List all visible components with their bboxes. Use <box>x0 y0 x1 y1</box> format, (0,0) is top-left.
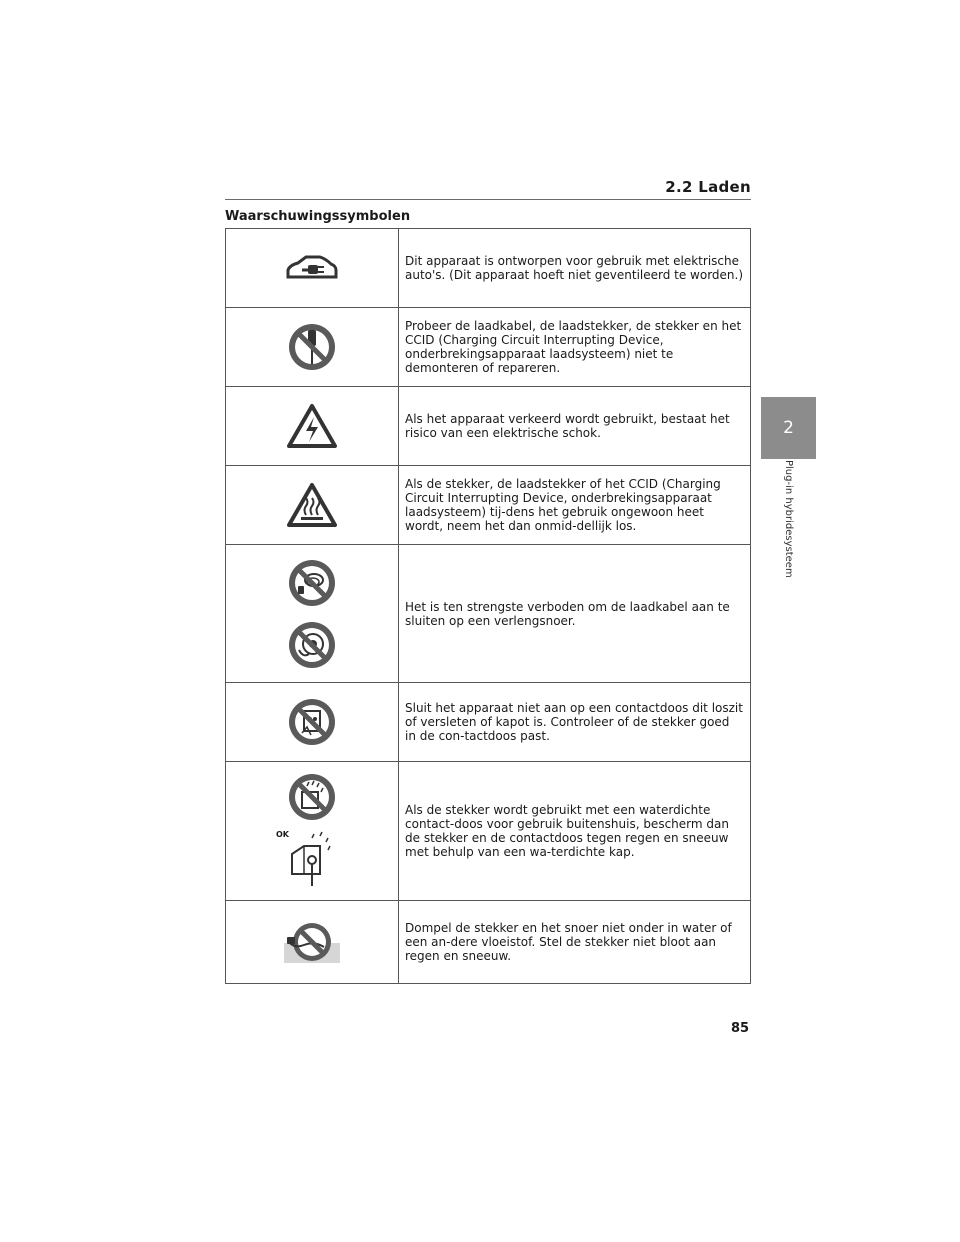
row-text: Probeer de laadkabel, de laadstekker, de stekker en het CCID (Charging Circuit Interrupting Device, onderbrekingsapparaat laadsysteem) niet te demonteren of repareren. <box>399 308 751 387</box>
table-row <box>226 466 751 545</box>
ok-example <box>272 830 352 890</box>
no-uncovered-outlet-rain-icon <box>287 772 337 822</box>
table-row <box>226 229 751 308</box>
ev-car-plug-icon <box>284 253 340 283</box>
no-screwdriver-icon <box>287 322 337 372</box>
row-text: Sluit het apparaat niet aan op een contactdoos dit loszit of versleten of kapot is. Controleer of de stekker goed in de con-tactdoos past. <box>399 683 751 762</box>
icon-cell <box>226 308 399 387</box>
table-row <box>226 901 751 984</box>
row-text: Dompel de stekker en het snoer niet onder in water of een an-dere vloeistof. Stel de stekker niet bloot aan regen en sneeuw. <box>399 901 751 984</box>
table-row <box>226 545 751 683</box>
row-text: Als de stekker, de laadstekker of het CCID (Charging Circuit Interrupting Device, onderbrekingsapparaat laadsysteem) tij-dens het gebruik ongewoon heet wordt, neem het dan onmid-dellijk los. <box>399 466 751 545</box>
no-extension-cord-icon <box>287 558 337 608</box>
hot-surface-warning-icon <box>286 482 338 528</box>
table-row <box>226 683 751 762</box>
row-text: Als het apparaat verkeerd wordt gebruikt, bestaat het risico van een elektrische schok. <box>399 387 751 466</box>
section-title: Waarschuwingssymbolen <box>225 209 411 224</box>
chapter-tab: 2 <box>761 397 816 459</box>
no-extension-reel-icon <box>287 620 337 670</box>
no-submerge-icon <box>284 921 340 963</box>
table-row <box>226 308 751 387</box>
icon-cell <box>226 466 399 545</box>
header-divider <box>225 199 751 200</box>
electric-shock-warning-icon <box>286 403 338 449</box>
icon-cell <box>226 901 399 984</box>
outdoor-outlet-cover-icon <box>272 830 352 890</box>
page-number: 85 <box>731 1021 750 1036</box>
icon-cell <box>226 545 399 683</box>
no-damaged-outlet-icon <box>287 697 337 747</box>
icon-cell <box>226 387 399 466</box>
icon-cell <box>226 762 399 901</box>
chapter-side-label: Plug-in hybridesysteem <box>783 460 794 578</box>
running-header: 2.2 Laden <box>665 178 751 196</box>
warning-symbols-table <box>225 228 751 984</box>
icon-cell <box>226 229 399 308</box>
row-text: Dit apparaat is ontworpen voor gebruik met elektrische auto's. (Dit apparaat hoeft niet geventileerd te worden.) <box>399 229 751 308</box>
icon-cell <box>226 683 399 762</box>
row-text: Het is ten strengste verboden om de laadkabel aan te sluiten op een verlengsnoer. <box>399 545 751 683</box>
ok-label: OK <box>276 830 289 839</box>
table-row <box>226 387 751 466</box>
row-text: Als de stekker wordt gebruikt met een waterdichte contact-doos voor gebruik buitenshuis, bescherm dan de stekker en de contactdoos tegen regen en sneeuw met behulp van een wa-terdichte kap. <box>399 762 751 901</box>
table-row <box>226 762 751 901</box>
